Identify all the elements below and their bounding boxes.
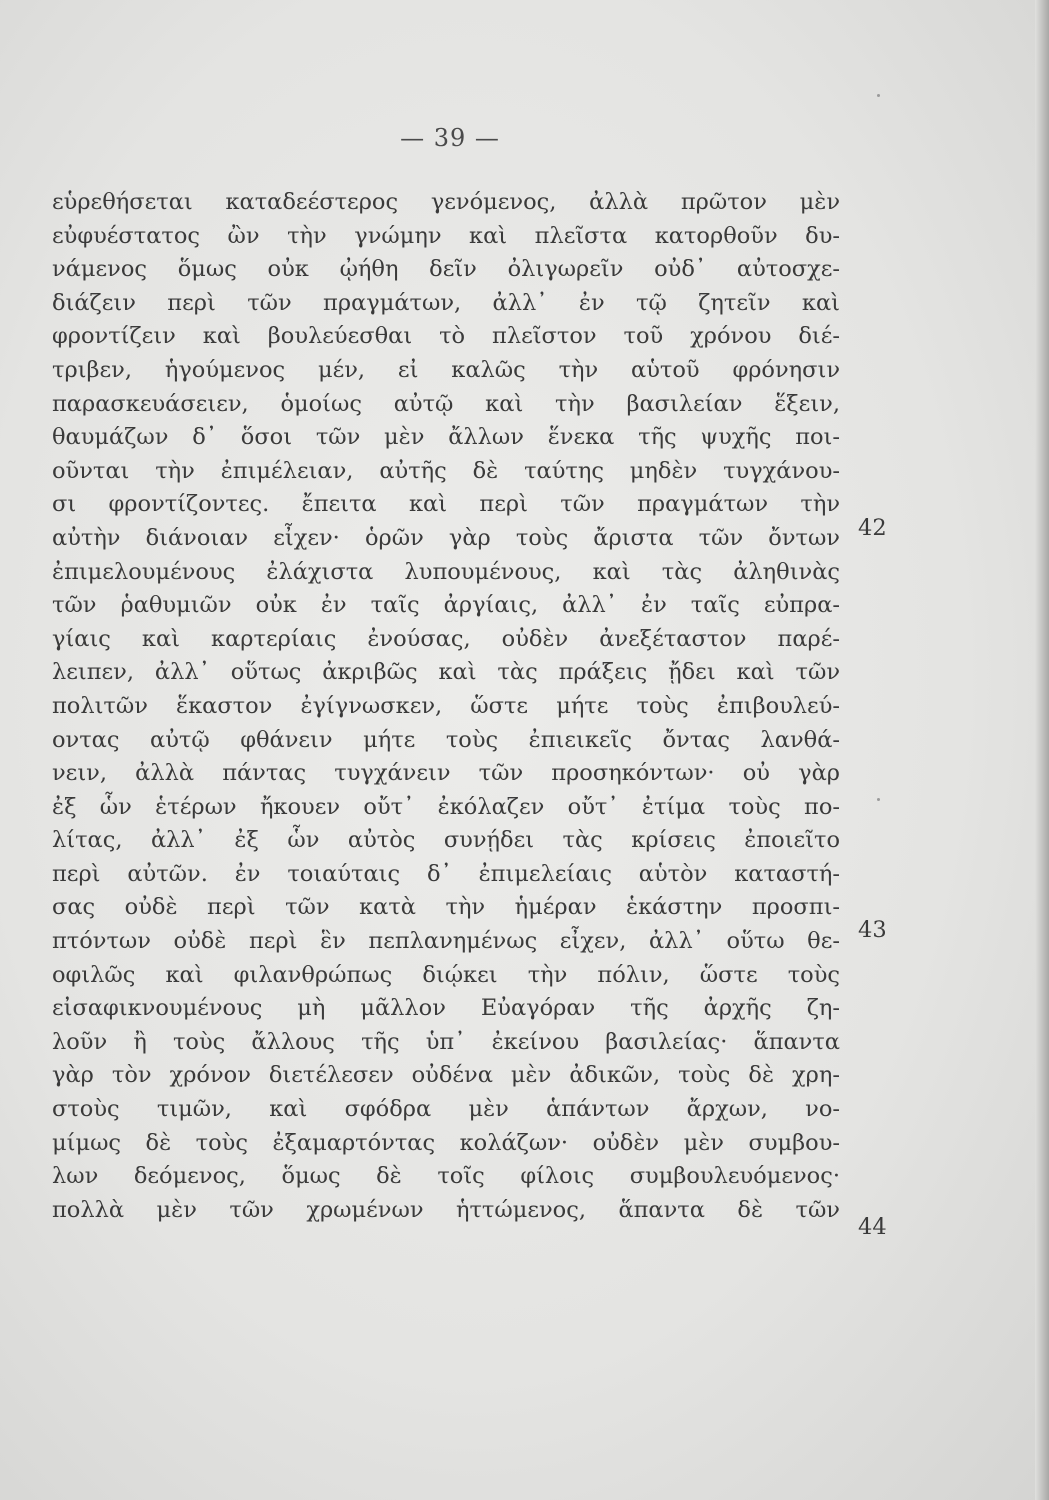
text-line: μίμως δὲ τοὺς ἐξαμαρτόντας κολάζων· οὐδὲν μὲν συμβου- [52, 1129, 840, 1156]
paper-speck [877, 798, 880, 801]
text-line: πολλὰ μὲν τῶν χρωμένων ἡττώμενος, ἅπαντα δὲ τῶν [52, 1196, 840, 1223]
text-line: τριβεν, ἡγούμενος μέν, εἰ καλῶς τὴν αὑτοῦ φρόνησιν [52, 356, 840, 383]
text-line: λίτας, ἀλλ᾽ ἐξ ὧν αὐτὸς συνῄδει τὰς κρίσεις ἐποιεῖτο [52, 827, 840, 854]
text-line: λειπεν, ἀλλ᾽ οὕτως ἀκριβῶς καὶ τὰς πράξεις ᾔδει καὶ τῶν [52, 659, 840, 686]
text-line: οφιλῶς καὶ φιλανθρώπως διῴκει τὴν πόλιν, ὥστε τοὺς [52, 961, 840, 988]
text-line: ἐπιμελουμένους ἐλάχιστα λυπουμένους, καὶ τὰς ἀληθινὰς [52, 558, 840, 585]
section-number-44: 44 [858, 1214, 887, 1240]
text-line: θαυμάζων δ᾽ ὅσοι τῶν μὲν ἄλλων ἕνεκα τῆς ψυχῆς ποι- [52, 424, 840, 451]
text-line: διάζειν περὶ τῶν πραγμάτων, ἀλλ᾽ ἐν τῷ ζητεῖν καὶ [52, 289, 840, 316]
text-line: εὑρεθήσεται καταδεέστερος γενόμενος, ἀλλὰ πρῶτον μὲν [52, 189, 840, 215]
paper-speck [877, 94, 880, 97]
text-line: περὶ αὐτῶν. ἐν τοιαύταις δ᾽ ἐπιμελείαις αὑτὸν καταστή- [52, 860, 840, 887]
page-number: — 39 — [400, 124, 500, 152]
text-line: λοῦν ἢ τοὺς ἄλλους τῆς ὑπ᾽ ἐκείνου βασιλείας· ἅπαντα [52, 1028, 840, 1055]
text-line: νειν, ἀλλὰ πάντας τυγχάνειν τῶν προσηκόντων· οὐ γὰρ [52, 760, 840, 787]
text-line: πτόντων οὐδὲ περὶ ἓν πεπλανημένως εἶχεν, ἀλλ᾽ οὕτω θε- [52, 928, 840, 955]
text-line: σας οὐδὲ περὶ τῶν κατὰ τὴν ἡμέραν ἑκάστην προσπι- [52, 894, 840, 921]
greek-text-block [52, 186, 840, 1227]
text-line: πολιτῶν ἕκαστον ἐγίγνωσκεν, ὥστε μήτε τοὺς ἐπιβουλεύ- [52, 692, 840, 719]
text-line: παρασκευάσειεν, ὁμοίως αὐτῷ καὶ τὴν βασιλείαν ἕξειν, [52, 390, 840, 417]
text-line: στοὺς τιμῶν, καὶ σφόδρα μὲν ἁπάντων ἄρχων, νο- [52, 1096, 840, 1123]
text-line: φροντίζειν καὶ βουλεύεσθαι τὸ πλεῖστον τοῦ χρόνου διέ- [52, 323, 840, 350]
text-line: οντας αὐτῷ φθάνειν μήτε τοὺς ἐπιεικεῖς ὄντας λανθά- [52, 726, 840, 753]
text-line: νάμενος ὅμως οὐκ ᾠήθη δεῖν ὀλιγωρεῖν οὐδ᾽ αὐτοσχε- [52, 256, 840, 283]
text-line: σι φροντίζοντες. ἔπειτα καὶ περὶ τῶν πραγμάτων τὴν [52, 491, 840, 518]
text-line: τῶν ῥαθυμιῶν οὐκ ἐν ταῖς ἀργίαις, ἀλλ᾽ ἐν ταῖς εὐπρα- [52, 592, 840, 619]
text-line: γὰρ τὸν χρόνον διετέλεσεν οὐδένα μὲν ἀδικῶν, τοὺς δὲ χρη- [52, 1062, 840, 1089]
text-line: αὐτὴν διάνοιαν εἶχεν· ὁρῶν γὰρ τοὺς ἄριστα τῶν ὄντων [52, 524, 840, 551]
section-number-43: 43 [858, 917, 887, 943]
text-line: λων δεόμενος, ὅμως δὲ τοῖς φίλοις συμβουλευόμενος· [52, 1163, 840, 1190]
text-line: ἐξ ὧν ἑτέρων ἤκουεν οὔτ᾽ ἐκόλαζεν οὔτ᾽ ἐτίμα τοὺς πο- [52, 793, 840, 820]
text-line: γίαις καὶ καρτερίαις ἐνούσας, οὐδὲν ἀνεξέταστον παρέ- [52, 625, 840, 652]
text-line: εὐφυέστατος ὢν τὴν γνώμην καὶ πλεῖστα κατορθοῦν δυ- [52, 222, 840, 249]
page-edge-shadow [1035, 0, 1049, 1500]
text-line: οῦνται τὴν ἐπιμέλειαν, αὐτῆς δὲ ταύτης μηδὲν τυγχάνου- [52, 457, 840, 484]
section-number-42: 42 [858, 515, 887, 541]
text-line: εἰσαφικνουμένους μὴ μᾶλλον Εὐαγόραν τῆς ἀρχῆς ζη- [52, 995, 840, 1022]
